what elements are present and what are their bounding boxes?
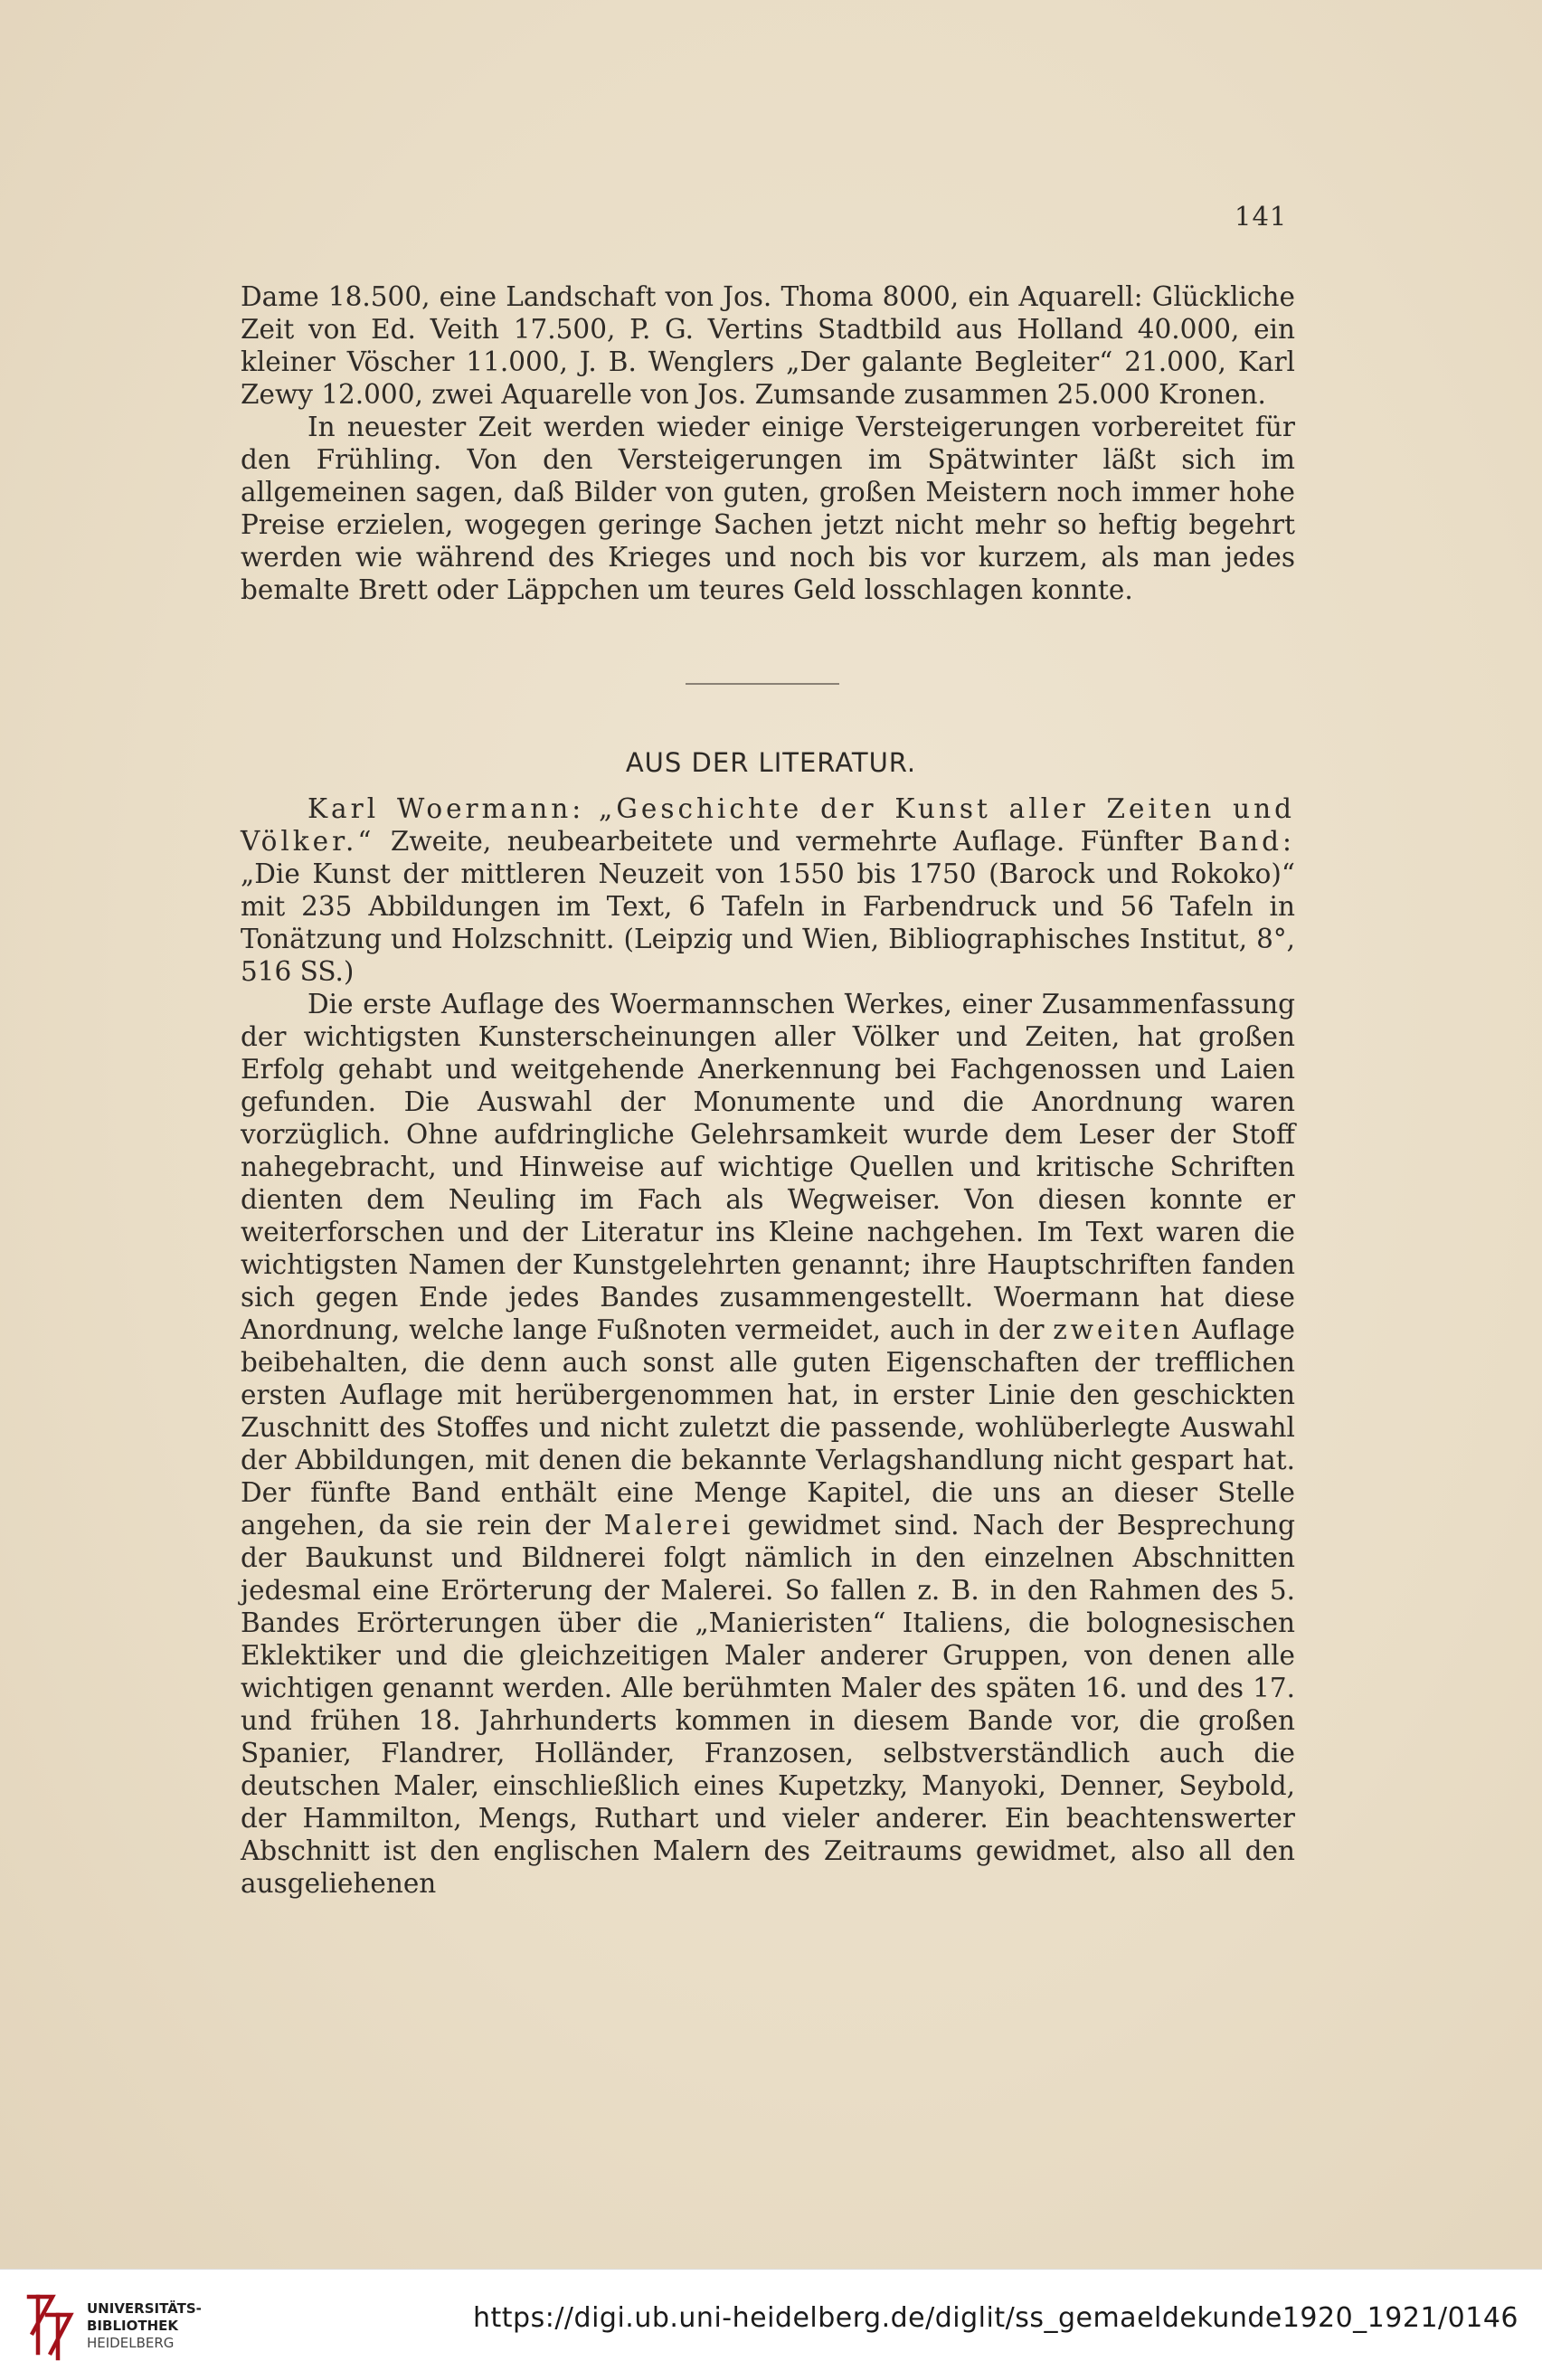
review-citation-text-1: Zweite, neubearbeitete und vermehrte Auflage. Fünfter bbox=[374, 826, 1198, 857]
library-logo-icon bbox=[24, 2288, 76, 2362]
library-name-line-3: HEIDELBERG bbox=[87, 2335, 175, 2351]
paragraph-auction-prices: Dame 18.500, eine Landschaft von Jos. Thoma 8000, ein Aquarell: Glückliche Zeit von Ed. Veith 17.500, P. G. Vertins Stadtbild aus Holland 40.000, ein kleiner Vöscher 11.000, J. B. Wenglers „Der galante Begleiter“ 21.000, Karl Zewy 12.000, zwei Aquarelle von Jos. Zumsande zusammen 25.000 Kronen. bbox=[241, 281, 1295, 410]
review-body bbox=[241, 988, 1295, 1900]
library-name-line-2: BIBLIOTHEK bbox=[87, 2318, 178, 2334]
literature-review bbox=[241, 792, 1295, 1900]
library-name-line-1: UNIVERSITÄTS- bbox=[87, 2300, 202, 2317]
paragraph-upcoming-auctions: In neuester Zeit werden wieder einige Versteigerungen vorbereitet für den Frühling. Von den Versteigerungen im Spätwinter läßt sich im allgemeinen sagen, daß Bilder von guten, großen Meistern noch immer hohe Preise erzielen, wogegen geringe Sachen jetzt nicht mehr so heftig begehrt werden wie während des Krieges und noch bis vor kurzem, als man jedes bemalte Brett oder Läppchen um teures Geld losschlagen konnte. bbox=[241, 412, 1295, 605]
review-citation bbox=[241, 792, 1295, 988]
library-name bbox=[87, 2300, 202, 2352]
continuation-text bbox=[241, 280, 1295, 606]
page-number: 141 bbox=[1235, 201, 1288, 232]
review-book-title: „Geschichte der Kunst aller Zeiten und Völker.“ bbox=[241, 793, 1295, 857]
review-emphasis-malerei: Malerei bbox=[603, 1510, 734, 1541]
section-heading: AUS DER LITERATUR. bbox=[625, 747, 917, 778]
review-emphasis-zweiten: zweiten bbox=[1053, 1314, 1184, 1345]
review-author: Karl Woermann: bbox=[307, 793, 585, 824]
section-divider bbox=[686, 683, 839, 685]
source-url-link[interactable]: https://digi.ub.uni-heidelberg.de/diglit/ss_gemaeldekunde1920_1921/0146 bbox=[473, 2302, 1518, 2334]
library-footer bbox=[0, 2269, 1542, 2380]
review-body-part-3: gewidmet sind. Nach der Besprechung der Baukunst und Bildnerei folgt nämlich in den einzelnen Abschnitten jedesmal eine Erörterung der Malerei. So fallen z. B. in den Rahmen des 5. Bandes Erörterungen über die „Manieristen“ Italiens, die bolognesischen Eklektiker und die gleichzeitigen Maler anderer Gruppen, von denen alle wichtigen genannt werden. Alle berühmten Maler des späten 16. und des 17. und frühen 18. Jahrhunderts kommen in diesem Bande vor, die großen Spanier, Flandrer, Holländer, Franzosen, selbstverständlich auch die deutschen Maler, einschließlich eines Kupetzky, Manyoki, Denner, Seybold, der Hammilton, Mengs, Ruthart und vieler anderer. Ein beachtenswerter Abschnitt ist den englischen Malern des Zeitraums gewidmet, also all den ausgeliehenen bbox=[241, 1510, 1295, 1899]
review-body-part-1: Die erste Auflage des Woermannschen Werkes, einer Zusammenfassung der wichtigsten Kunsterscheinungen aller Völker und Zeiten, hat großen Erfolg gehabt und weitgehende Anerkennung bei Fachgenossen und Laien gefunden. Die Auswahl der Monumente und die Anordnung waren vorzüglich. Ohne aufdringliche Gelehrsamkeit wurde dem Leser der Stoff nahegebracht, und Hinweise auf wichtige Quellen und kritische Schriften dienten dem Neuling im Fach als Wegweiser. Von diesen konnte er weiterforschen und der Literatur ins Kleine nachgehen. Im Text waren die wichtigsten Namen der Kunstgelehrten genannt; ihre Hauptschriften fanden sich gegen Ende jedes Bandes zusammengestellt. Woermann hat diese Anordnung, welche lange Fußnoten vermeidet, auch in der bbox=[241, 989, 1295, 1345]
review-body-part-2: Auflage beibehalten, die denn auch sonst alle guten Eigenschaften der trefflichen ersten Auflage mit herübergenommen hat, in erster Linie den geschickten Zuschnitt des Stoffes und nicht zuletzt die passende, wohlüberlegte Auswahl der Abbildungen, mit denen die bekannte Verlagshandlung nicht gespart hat. Der fünfte Band enthält eine Menge Kapitel, die uns an dieser Stelle angehen, da sie rein der bbox=[241, 1314, 1295, 1541]
review-band-label: Band: bbox=[1197, 826, 1295, 857]
review-citation-text-2: „Die Kunst der mittleren Neuzeit von 1550 bis 1750 (Barock und Rokoko)“ mit 235 Abbildungen im Text, 6 Tafeln in Farbendruck und 56 Tafeln in Tonätzung und Holzschnitt. (Leipzig und Wien, Bibliographisches Institut, 8°, 516 SS.) bbox=[241, 858, 1295, 987]
